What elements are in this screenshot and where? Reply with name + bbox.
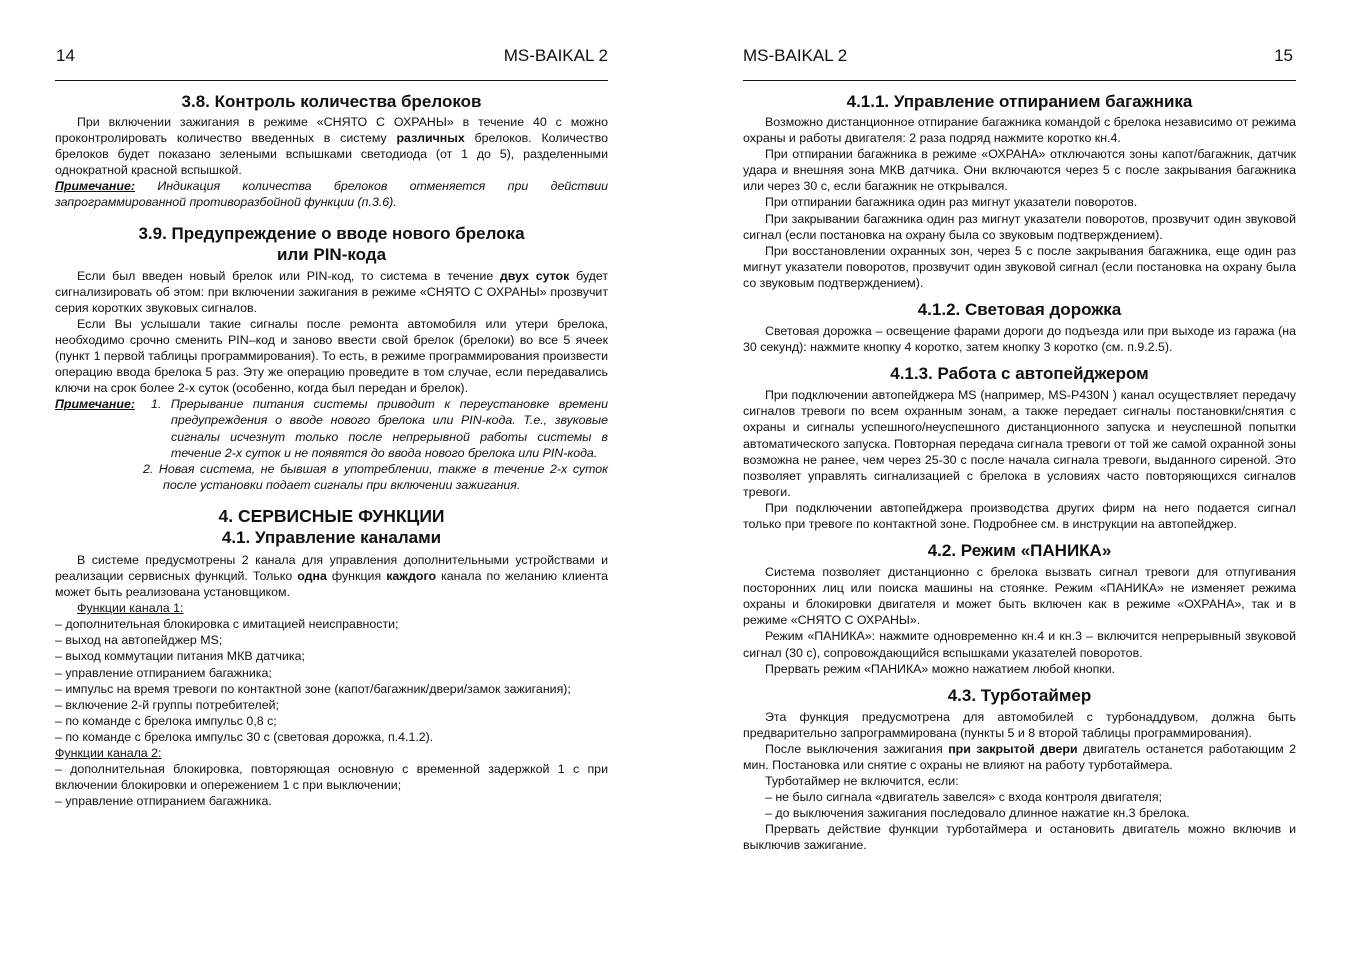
heading-3-9: 3.9. Предупреждение о вводе нового брелока или PIN-кода <box>138 223 525 264</box>
list-item: – до выключения зажигания последовало длинное нажатие кн.3 брелока. <box>765 806 1190 821</box>
list-item: – выход на автопейджер MS; <box>55 633 223 648</box>
list-item: – управление отпиранием багажника; <box>55 665 272 680</box>
heading-4-1: 4.1. Управление каналами <box>221 527 442 547</box>
paragraph: Эта функция предусмотрена для автомобилей с турбонаддувом, должна быть предварительно запрограммирована (пункты 5 и 8 второй таблицы программирования). <box>743 709 1296 740</box>
right-page-header <box>743 46 1296 81</box>
header-title-left: MS-BAIKAL 2 <box>503 46 608 65</box>
paragraph: При подключении автопейджера производства других фирм на него подается сигнал только при тревоге по контактной зоне. Подробнее см. в инструкции на автопейджер. <box>743 500 1296 531</box>
heading-4: 4. СЕРВИСНЫЕ ФУНКЦИИ <box>218 505 445 526</box>
paragraph: В системе предусмотрены 2 канала для управления дополнительными устройствами и реализации сервисных функций. Только одна функция каждого канала по желанию клиента может быть реализована установщиком. <box>55 552 608 600</box>
right-page <box>743 0 1296 954</box>
paragraph: При подключении автопейджера MS (например, MS-P430N ) канал осуществляет передачу сигналов тревоги по всем охранным зонам, а также передает сигналы постановки/снятия с охраны и сигналы успешного/неуспешного дистанционного запуска и неуспешной попытки автоматического запуска. Повторная передача сигнала тревоги от той же самой охранной зоны возможна не ранее, чем через 25-30 с после начала сигнала тревоги, выданного сиреной. Это позволяет управлять сигнализацией с брелока в условиях часто повторяющихся сигналов тревоги. <box>743 388 1296 499</box>
paragraph: При отпирании багажника в режиме «ОХРАНА» отключаются зоны капот/багажник, датчик удара и внешняя зона МКВ датчика. Они включаются через 5 с после закрывания багажника или через 30 с, если багажник не открывался. <box>743 147 1296 194</box>
note-label: Примечание: <box>55 397 135 412</box>
list-item: – выход коммутации питания МКВ датчика; <box>55 649 305 664</box>
note-label: Примечание: <box>55 179 135 194</box>
note-block <box>55 396 608 493</box>
list-item: – импульс на время тревоги по контактной зоне (капот/багажник/двери/замок зажигания); <box>55 681 571 696</box>
heading-4-1-2: 4.1.2. Световая дорожка <box>917 300 1122 320</box>
paragraph: Возможно дистанционное отпирание багажника командой с брелока независимо от режима охраны и работы двигателя: 2 раза подряд нажмите коротко кн.4. <box>743 115 1296 146</box>
note: Примечание: Индикация количества брелоков отменяется при действии запрограммированной противоразбойной функции (п.3.6). <box>55 179 608 210</box>
paragraph: Турботаймер не включится, если: <box>765 774 959 789</box>
right-page-content <box>743 91 1296 854</box>
heading-4-2: 4.2. Режим «ПАНИКА» <box>927 541 1112 561</box>
list-item: – управление отпиранием багажника. <box>55 794 272 809</box>
page-number-left: 14 <box>56 46 75 65</box>
heading-4-3: 4.3. Турботаймер <box>947 685 1092 705</box>
left-page-content <box>55 91 608 809</box>
channel-2-list <box>55 761 608 809</box>
list-item: – дополнительная блокировка с имитацией неисправности; <box>55 617 399 632</box>
header-title-right: MS-BAIKAL 2 <box>743 46 848 65</box>
list-item: – по команде с брелока импульс 30 с (световая дорожка, п.4.1.2). <box>55 729 434 744</box>
channel-1-list <box>55 616 608 745</box>
paragraph: При восстановлении охранных зон, через 5 с после закрывания багажника, еще один раз мигнут указатели поворотов, прозвучит один звуковой сигнал (если постановка на охрану была со звуковым подтверждением). <box>743 243 1296 290</box>
heading-4-1-1: 4.1.1. Управление отпиранием багажника <box>846 92 1193 111</box>
note-item-2: 2. Новая система, не бывшая в употреблении, также в течение 2-х суток после установки подает сигналы при включении зажигания. <box>143 461 608 492</box>
paragraph: После выключения зажигания при закрытой двери двигатель останется работающим 2 мин. Постановка или снятие с охраны не влияют на работу турботаймера. <box>743 741 1297 772</box>
channel-1-title: Функции канала 1: <box>77 601 184 616</box>
paragraph: Если был введен новый брелок или PIN-код, то система в течение двух суток будет сигнализировать об этом: при включении зажигания в режиме «СНЯТО С ОХРАНЫ» прозвучит серия коротких звуковых сигналов. <box>55 268 608 315</box>
list-item: – по команде с брелока импульс 0,8 с; <box>55 713 277 728</box>
heading-4-1-3: 4.1.3. Работа с автопейджером <box>890 364 1149 384</box>
list-item: – дополнительная блокировка, повторяющая основную с временной задержкой 1 с при включении блокировки и опережением 1 с при выключении; <box>55 762 608 793</box>
paragraph: При закрывании багажника один раз мигнут указатели поворотов, прозвучит один звуковой сигнал (если постановка на охрану была со звуковым подтверждением). <box>743 211 1296 242</box>
paragraph: При включении зажигания в режиме «СНЯТО С ОХРАНЫ» в течение 40 с можно проконтролировать количество введенных в систему различных брелоков. Количество брелоков будет показано зелеными вспышками светодиода (от 1 до 5), разделенными однократной красной вспышкой. <box>55 115 608 178</box>
left-page-header <box>55 46 608 81</box>
channel-2-title: Функции канала 2: <box>55 746 162 760</box>
page-number-right: 15 <box>1274 46 1293 65</box>
note-item-1: 1. Прерывание питания системы приводит к переустановке времени предупреждения о вводе нового брелока или PIN-кода. Т.е., звуковые сигналы исчезнут только после непрерывной работы системы в течение 2-х суток и не появятся до ввода нового брелока или PIN-кода. <box>151 397 608 460</box>
paragraph: Система позволяет дистанционно с брелока вызвать сигнал тревоги для отпугивания посторонних лиц или поиска машины на стоянке. Режим «ПАНИКА» не изменяет режима охраны и блокировки двигателя и может быть включен как в режиме «ОХРАНА», так и в режиме «СНЯТО С ОХРАНЫ». <box>743 565 1296 628</box>
paragraph: Режим «ПАНИКА»: нажмите одновременно кн.4 и кн.3 – включится непрерывный звуковой сигнал (30 с), сопровождающийся вспышками указателей поворотов. <box>743 629 1296 660</box>
paragraph: Прервать режим «ПАНИКА» можно нажатием любой кнопки. <box>765 661 1116 676</box>
paragraph: Прервать действие функции турботаймера и остановить двигатель можно включив и выключив зажигание. <box>743 822 1296 853</box>
heading-3-8: 3.8. Контроль количества брелоков <box>181 92 482 111</box>
paragraph: Если Вы услышали такие сигналы после ремонта автомобиля или утери брелока, необходимо срочно сменить PIN–код и заново ввести свой брелок (брелоки) во все 5 ячеек (пункт 1 первой таблицы программирования). То есть, в режиме программирования произвести операцию ввода брелока 5 раз. Эту же операцию проведите в том случае, если передавались ключи на срок более 2-х суток (особенно, когда был передан и брелок). <box>55 316 608 396</box>
list-item: – не было сигнала «двигатель завелся» с входа контроля двигателя; <box>765 790 1163 805</box>
turbo-list <box>765 789 1296 821</box>
list-item: – включение 2-й группы потребителей; <box>55 697 279 712</box>
paragraph: Световая дорожка – освещение фарами дороги до подъезда или при выходе из гаража (на 30 секунд): нажмите кнопку 4 коротко, затем кнопку 3 коротко (см. п.9.2.5). <box>743 324 1296 355</box>
left-page <box>55 0 608 954</box>
paragraph: При отпирании багажника один раз мигнут указатели поворотов. <box>765 195 1138 210</box>
